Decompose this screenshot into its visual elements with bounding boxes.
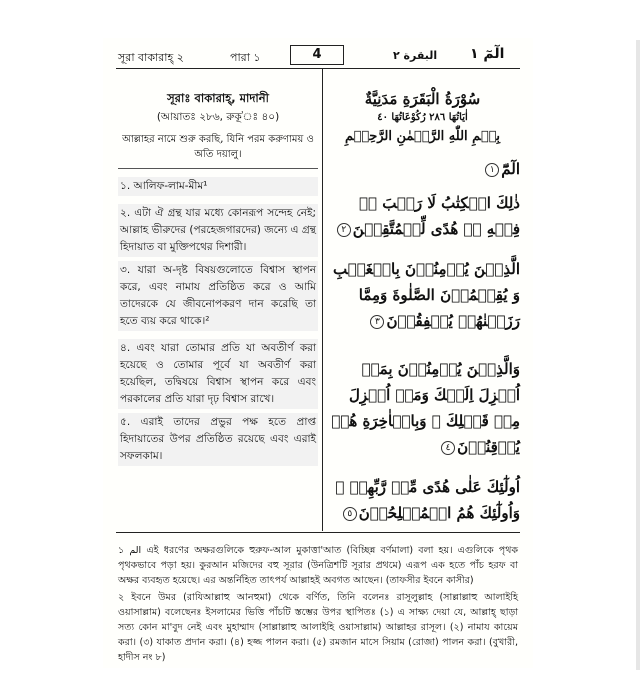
- header-left-surah: সূরা বাকারাহ্ ২: [118, 51, 184, 64]
- column-divider: [322, 69, 323, 531]
- header-left-para: পারা ১: [230, 51, 261, 64]
- verse-number-marker: ١: [485, 163, 499, 177]
- verse-number-marker: ٤: [441, 441, 455, 455]
- bengali-surah-subtitle: (আয়াতঃ ২৮৬, রুকূ'ঃ ৪০): [156, 111, 280, 123]
- bengali-verse-1: ১. আলিফ-লাম-মীম¹: [118, 177, 318, 196]
- footnotes: [118, 543, 518, 667]
- arabic-verse-2: [325, 190, 520, 242]
- arabic-verse-4: [325, 356, 520, 460]
- bengali-verse-4: ৪. এবং যারা তোমার প্রতি যা অবতীর্ণ করা হয়েছে ও তোমার পূর্বে যা অবতীর্ণ করা হয়েছিল, তদ্বিষয়ে বিশ্বাস স্থাপন করে এবং পরকালের প্রতি যারা দৃঢ় বিশ্বাস রাখে।: [118, 339, 318, 409]
- arabic-verse-text: اُولٰٓئِكَ عَلٰى هُدًى مِّنۡ رَّبِّهِمۡ ۗ وَاُولٰٓئِكَ هُمُ الۡمُفۡلِحُوۡنَ: [335, 478, 520, 522]
- header-rule: [116, 68, 520, 69]
- bengali-verse-5: ৫. এরাই তাদের প্রভুর পক্ষ হতে প্রাপ্ত হিদায়াতের উপর প্রতিষ্ঠিত রয়েছে এবং এরাই সফলকাম।: [118, 413, 318, 466]
- bengali-column: [118, 90, 318, 470]
- header-right-mark: الٓمٓ ١: [470, 46, 505, 62]
- arabic-verse-text: الٓمّٓ: [501, 160, 520, 178]
- arabic-column: [325, 88, 520, 526]
- arabic-surah-meta: اٰيَاتُهَا ٢٨٦ رُكُوْعَاتُهَا ٤٠: [377, 112, 468, 123]
- page-header: [118, 45, 518, 67]
- arabic-bismillah: بِسۡمِ اللّٰهِ الرَّحۡمٰنِ الرَّحِيۡمِ: [344, 129, 501, 144]
- bengali-verse-3: ৩. যারা অ-দৃষ্ট বিষয়গুলোতে বিশ্বাস স্থাপন করে, এবং নামায প্রতিষ্ঠিত করে ও আমি তাদেরকে যে জীবনোপকরণ দান করেছি তা হতে ব্যয় করে থাকে।²: [118, 261, 318, 331]
- bengali-verse-2: ২. এটা ঐ গ্রন্থ যার মধ্যে কোনরূপ সন্দেহ নেই; আল্লাহ ভীরুদের (পরহেজগারদের) জন্যে এ গ্রন্থ হিদায়াত বা মুক্তিপথের দিশারী।: [118, 204, 318, 257]
- bengali-surah-title: সূরাঃ বাকারাহ্, মাদানী: [167, 91, 269, 105]
- verse-number-marker: ٥: [343, 507, 357, 521]
- arabic-verse-1: [325, 156, 520, 182]
- arabic-verse-text: وَالَّذِيۡنَ يُؤۡمِنُوۡنَ بِمَاۤ اُنۡزِلَ اِلَيۡكَ وَمَاۤ اُنۡزِلَ مِنۡ قَبۡلِكَ ۚ وَبِالۡاٰخِرَةِ هُمۡ يُوۡقِنُوۡنَ: [331, 360, 520, 456]
- page-edge: [636, 40, 640, 670]
- arabic-verse-text: ذٰلِكَ الۡكِتٰبُ لَا رَيۡبَ ۚۛ فِيۡهِ ۚۛ هُدًى لِّلۡمُتَّقِيۡنَ: [352, 194, 520, 238]
- footnote-2: ২ ইবনে উমর (রাযিআল্লাহু আনহুমা) থেকে বর্ণিত, তিনি বলেনঃ রাসূলুল্লাহ (সাল্লাল্লাহু আলাইহি ওয়াসাল্লাম) বলেছেনঃ ইসলামের ভিত্তি পাঁচটি স্তম্ভের উপর স্থাপিতঃ (১) এ সাক্ষ্য দেয়া যে, আল্লাহ্ ছাড়া সত্য কোন মা'বুদ নেই এবং মুহাম্মাদ (সাল্লাল্লাহু আলাইহি ওয়াসাল্লাম) আল্লাহর রাসূল। (২) নামায কায়েম করা। (৩) যাকাত প্রদান করা। (৪) হজ্জ পালন করা। (৫) রমজান মাসে সিয়াম (রোজা) পালন করা। (বুখারী, হাদীস নং ৮): [118, 592, 518, 663]
- verse-number-marker: ٣: [370, 315, 384, 329]
- header-right-surah: البقرة ٢: [393, 49, 438, 62]
- arabic-verse-5: [325, 474, 520, 526]
- divider: [118, 168, 318, 169]
- arabic-verse-text: الَّذِيۡنَ يُؤۡمِنُوۡنَ بِالۡغَيۡبِ وَ يُقِيۡمُوۡنَ الصَّلٰوةَ وَمِمَّا رَزَقۡنٰهُمۡ يُنۡفِقُوۡنَ: [333, 260, 520, 330]
- arabic-surah-title: سُوْرَةُ الْبَقَرَةِ مَدَنِيَّةٌ: [364, 90, 481, 108]
- footnote-rule: [116, 532, 520, 533]
- bengali-bismillah: আল্লাহর নামে শুরু করছি, যিনি পরম করুণাময় ও অতি দয়ালু।: [122, 134, 314, 160]
- footnote-1: ১ الم এই ধরণের অক্ষরগুলিকে হুরুফ-আল মুকাত্তা'আত (বিচ্ছিন্ন বর্ণমালা) বলা হয়। এগুলিকে পৃথক পৃথকভাবে পড়া হয়। কুরআন মজিদের বহু সূরার (উনত্রিশটি সূরার প্রথমে) এরূপ এক হতে পাঁচ হরফ বা অক্ষর ব্যবহৃত হয়েছে। এর অন্তর্নিহিত তাৎপর্য আল্লাহই অবগত আছেন। (তাফসীর ইবনে কাসীর): [118, 545, 519, 586]
- arabic-verse-3: [325, 256, 520, 334]
- page-number: 4: [290, 45, 344, 65]
- verse-number-marker: ٢: [337, 223, 351, 237]
